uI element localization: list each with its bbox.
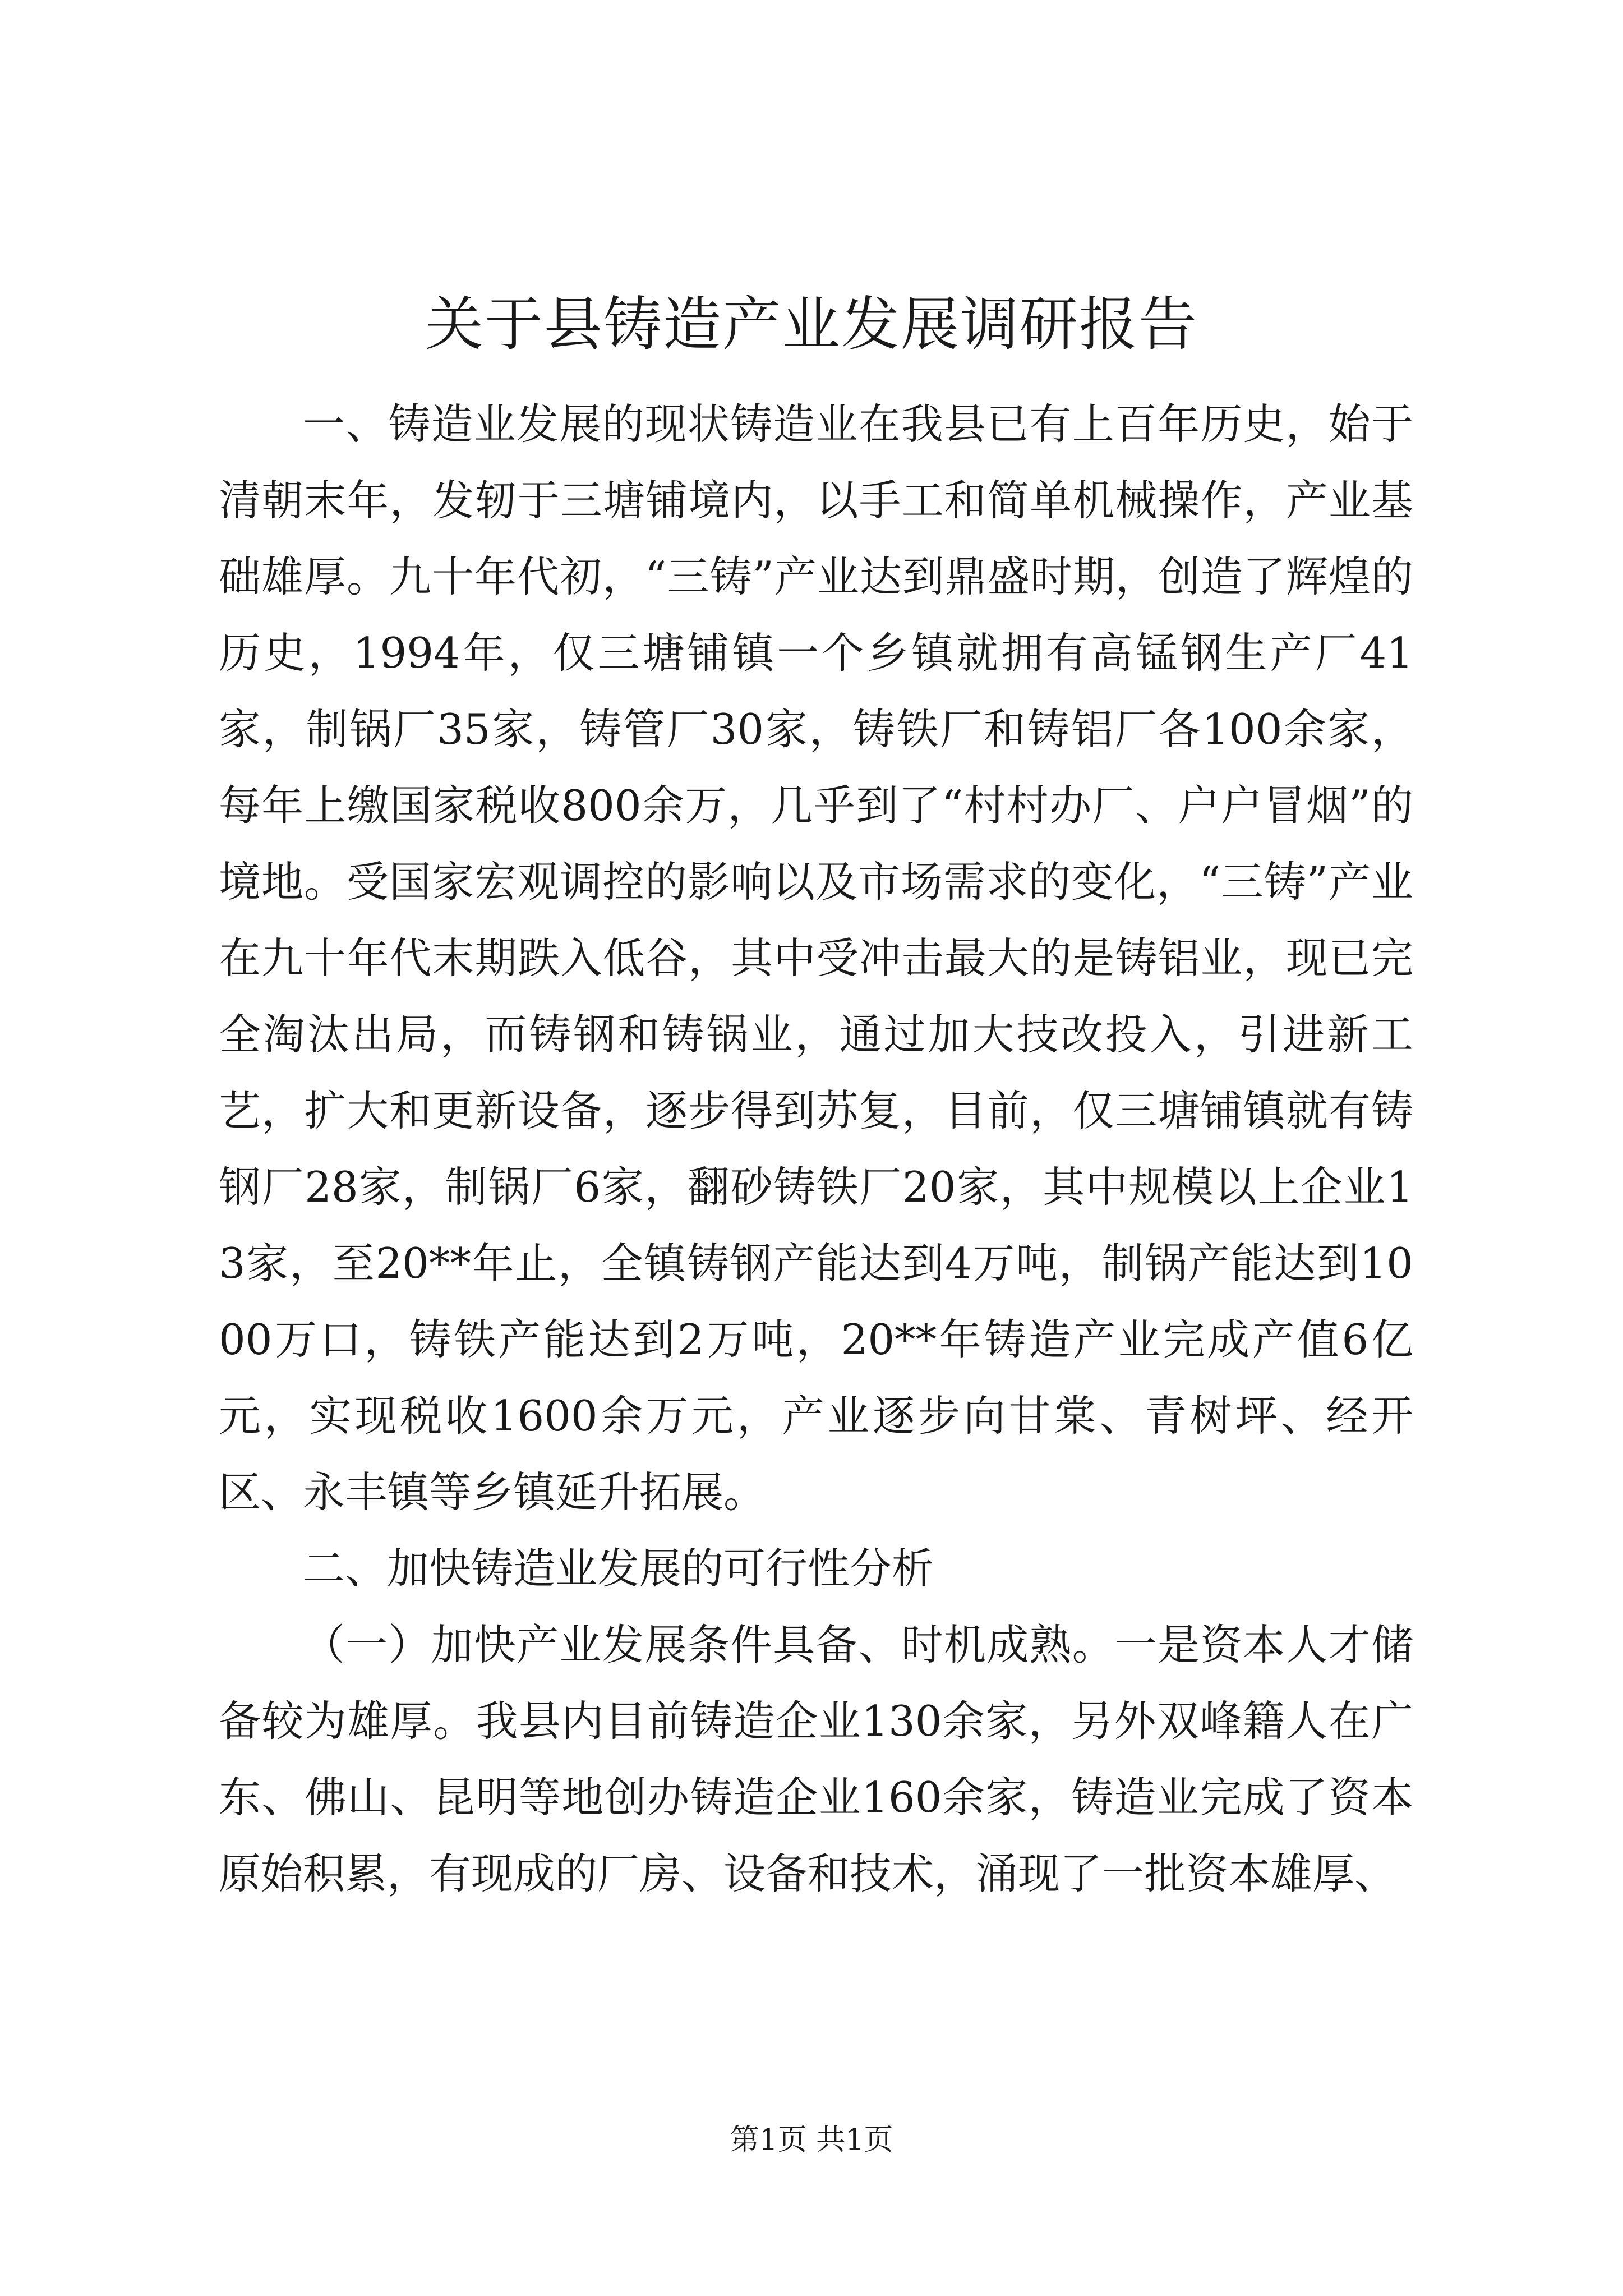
document-body (219, 386, 1413, 1912)
paragraph-current-status: 一、铸造业发展的现状铸造业在我县已有上百年历史，始于清朝末年，发轫于三塘铺境内，以手工和简单机械操作，产业基础雄厚。九十年代初，“三铸”产业达到鼎盛时期，创造了辉煌的历史，1994年，仅三塘铺镇一个乡镇就拥有高锰钢生产厂41家，制锅厂35家，铸管厂30家，铸铁厂和铸铝厂各100余家，每年上缴国家税收800余万，几乎到了“村村办厂、户户冒烟”的境地。受国家宏观调控的影响以及市场需求的变化，“三铸”产业在九十年代末期跌入低谷，其中受冲击最大的是铸铝业，现已完全淘汰出局，而铸钢和铸锅业，通过加大技改投入，引进新工艺，扩大和更新设备，逐步得到苏复，目前，仅三塘铺镇就有铸钢厂28家，制锅厂6家，翻砂铸铁厂20家，其中规模以上企业13家，至20**年止，全镇铸钢产能达到4万吨，制锅产能达到1000万口，铸铁产能达到2万吨，20**年铸造产业完成产值6亿元，实现税收1600余万元，产业逐步向甘棠、青树坪、经开区、永丰镇等乡镇延升拓展。 (219, 399, 1413, 1517)
section-heading-feasibility: 二、加快铸造业发展的可行性分析 (303, 1544, 934, 1593)
paragraph-conditions: （一）加快产业发展条件具备、时机成熟。一是资本人才储备较为雄厚。我县内目前铸造企业130余家，另外双峰籍人在广东、佛山、昆明等地创办铸造企业160余家，铸造业完成了资本原始积累，有现成的厂房、设备和技术，涌现了一批资本雄厚、 (219, 1620, 1413, 1898)
document-title: 关于县铸造产业发展调研报告 (425, 290, 1198, 358)
page-footer: 第1页 共1页 (730, 2123, 893, 2157)
